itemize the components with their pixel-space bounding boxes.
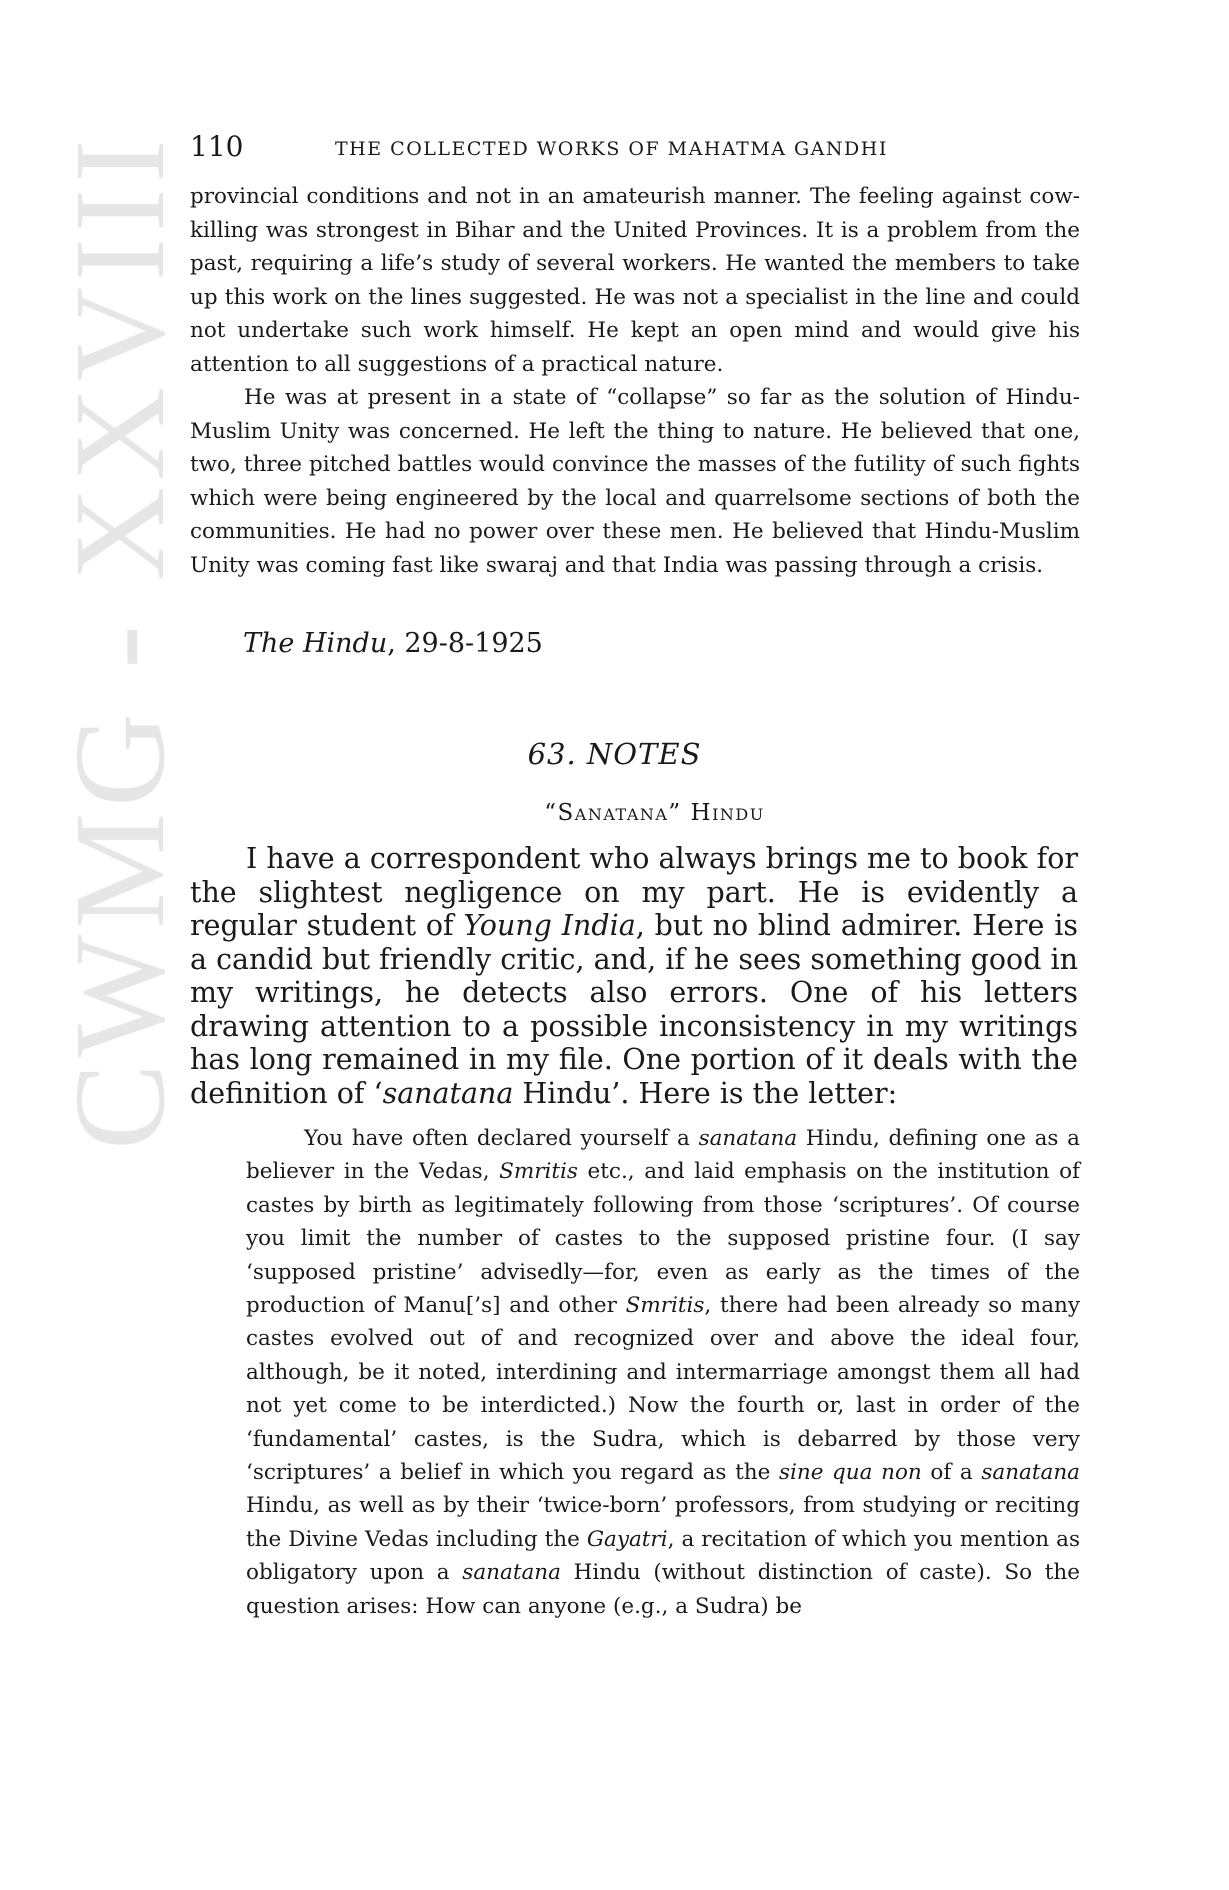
letter-italic: Gayatri bbox=[586, 1526, 668, 1552]
section-subheading: “Sanatana” Hindu bbox=[544, 800, 765, 826]
intro-italic: sanatana bbox=[382, 1076, 514, 1110]
letter-text: , there had been already so many castes evolved out of and recognized over and above the ideal four, although, be it noted, interdining and intermarriage amongst them all had not yet come to be interdicted.) Now the fourth or, last in order of the ‘fundamental’ castes, is the Sudra, which is debarred by those very ‘scriptures’ a belief in which you regard as the bbox=[246, 1293, 1081, 1486]
running-head: THE COLLECTED WORKS OF MAHATMA GANDHI bbox=[335, 138, 888, 160]
source-citation bbox=[243, 628, 543, 659]
section-title: 63. NOTES bbox=[527, 737, 702, 771]
letter-italic: Smritis bbox=[499, 1159, 578, 1185]
letter-italic: sine qua non bbox=[778, 1460, 922, 1486]
letter-italic: sanatana bbox=[462, 1560, 561, 1586]
letter-text: of a bbox=[921, 1460, 982, 1486]
watermark: CWMG - XXVIII bbox=[48, 133, 192, 1150]
source-publication: The Hindu bbox=[243, 628, 388, 659]
letter-italic: sanatana bbox=[698, 1126, 798, 1151]
intro-italic: Young India bbox=[463, 909, 636, 942]
intro-text: Hindu’. Here is the letter: bbox=[513, 1076, 898, 1110]
intro-paragraph bbox=[190, 842, 1078, 1110]
letter-italic: sanatana bbox=[981, 1460, 1080, 1486]
page-number: 110 bbox=[190, 130, 244, 163]
letter-text: , a recitation of which you mention as obligatory upon a bbox=[246, 1526, 1080, 1586]
letter-text: Hindu, defining one as a believer in the Vedas, bbox=[246, 1126, 1080, 1185]
intro-text: , but no blind admirer. Here is a candid but friendly critic, and, if he sees something good in my writings, he detects also errors. One of his letters drawing attention to a possible inconsistency in my writings has long remained in my file. One portion of it deals with the definition of ‘ bbox=[190, 909, 1078, 1110]
letter-text: You have often declared yourself a bbox=[304, 1126, 699, 1151]
quoted-letter bbox=[246, 1122, 1080, 1623]
letter-text: Hindu (without distinction of caste). So the question arises: How can anyone (e.g., a Sudra) be bbox=[246, 1560, 1080, 1619]
letter-text: Hindu, as well as by their ‘twice-born’ professors, from studying or reciting the Divine Vedas including the bbox=[246, 1493, 1080, 1552]
letter-italic: Smritis bbox=[625, 1293, 705, 1319]
paragraph-2: He was at present in a state of “collapse” so far as the solution of Hindu-Muslim Unity was concerned. He left the thing to nature. He believed that one, two, three pitched battles would convince the masses of the futility of such fights which were being engineered by the local and quarrelsome sections of both the communities. He had no power over these men. He believed that Hindu-Muslim Unity was coming fast like swaraj and that India was passing through a crisis. bbox=[190, 385, 1080, 578]
letter-text: etc., and laid emphasis on the institution of castes by birth as legitimately following from those ‘scriptures’. Of course you limit the number of castes to the supposed pristine four. (I say ‘supposed pristine’ advisedly—for, even as early as the times of the production of Manu[’s] and other bbox=[246, 1159, 1080, 1319]
paragraph-1: provincial conditions and not in an amateurish manner. The feeling against cow-killing was strongest in Bihar and the United Provinces. It is a problem from the past, requiring a life’s study of several workers. He wanted the members to take up this work on the lines suggested. He was not a specialist in the line and could not undertake such work himself. He kept an open mind and would give his attention to all suggestions of a practical nature. bbox=[190, 184, 1080, 377]
page-header bbox=[190, 130, 1080, 170]
source-date: , 29-8-1925 bbox=[387, 628, 543, 659]
intro-text: I have a correspondent who always brings me to book for the slightest negligence on my part. He is evidently a regular student of bbox=[190, 842, 1078, 942]
